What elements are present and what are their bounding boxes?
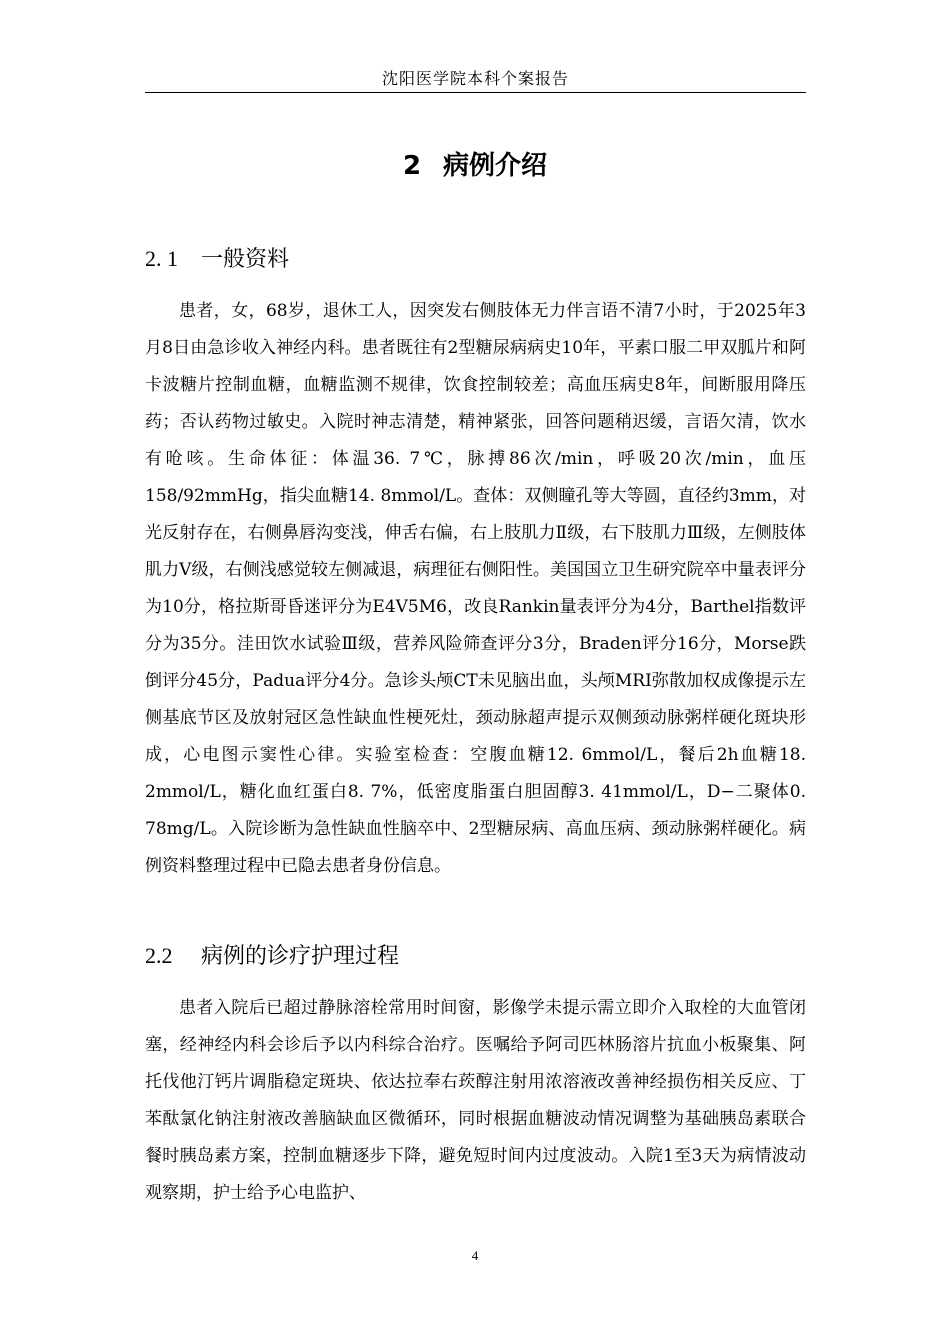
section-title: 一般资料 [201, 247, 290, 272]
chapter-number: 2 [402, 151, 422, 181]
chapter-title: 病例介绍 [443, 151, 548, 181]
chapter-heading [0, 148, 950, 184]
section-heading-general-info [145, 243, 289, 276]
paragraph-treatment-process: 患者入院后已超过静脉溶栓常用时间窗，影像学未提示需立即介入取栓的大血管闭塞，经神经内科会诊后予以内科综合治疗。医嘱给予阿司匹林肠溶片抗血小板聚集、阿托伐他汀钙片调脂稳定斑块、依达拉奉右莰醇注射用浓溶液改善神经损伤相关反应、丁苯酞氯化钠注射液改善脑缺血区微循环，同时根据血糖波动情况调整为基础胰岛素联合餐时胰岛素方案，控制血糖逐步下降，避免短时间内过度波动。入院1至3天为病情波动观察期，护士给予心电监护、 [145, 998, 806, 1203]
section-number: 2.2 [145, 943, 173, 968]
section-number: 2. 1 [145, 246, 178, 271]
section-title: 病例的诊疗护理过程 [201, 944, 400, 969]
page-header: 沈阳医学院本科个案报告 [145, 66, 806, 93]
section-heading-treatment-process [145, 940, 399, 973]
paragraph-general-info: 患者，女，68岁，退休工人，因突发右侧肢体无力伴言语不清7小时，于2025年3月8日由急诊收入神经内科。患者既往有2型糖尿病病史10年，平素口服二甲双胍片和阿卡波糖片控制血糖，血糖监测不规律，饮食控制较差；高血压病史8年，间断服用降压药；否认药物过敏史。入院时神志清楚，精神紧张，回答问题稍迟缓，言语欠清，饮水有呛咳。生命体征：体温36. 7℃，脉搏86次/min，呼吸20次/min，血压158/92mmHg，指尖血糖14. 8mmol/L。查体：双侧瞳孔等大等圆，直径约3mm，对光反射存在，右侧鼻唇沟变浅，伸舌右偏，右上肢肌力Ⅱ级，右下肢肌力Ⅲ级，左侧肢体肌力Ⅴ级，右侧浅感觉较左侧减退，病理征右侧阳性。美国国立卫生研究院卒中量表评分为10分，格拉斯哥昏迷评分为E4V5M6，改良Rankin量表评分为4分，Barthel指数评分为35分。洼田饮水试验Ⅲ级，营养风险筛查评分3分，Braden评分16分，Morse跌倒评分45分，Padua评分4分。急诊头颅CT未见脑出血，头颅MRI弥散加权成像提示左侧基底节区及放射冠区急性缺血性梗死灶，颈动脉超声提示双侧颈动脉粥样硬化斑块形成，心电图示窦性心律。实验室检查：空腹血糖12. 6mmol/L，餐后2h血糖18. 2mmol/L，糖化血红蛋白8. 7%，低密度脂蛋白胆固醇3. 41mmol/L，D−二聚体0. 78mg/L。入院诊断为急性缺血性脑卒中、2型糖尿病、高血压病、颈动脉粥样硬化。病例资料整理过程中已隐去患者身份信息。 [145, 301, 806, 876]
page-number: 4 [471, 1248, 479, 1263]
